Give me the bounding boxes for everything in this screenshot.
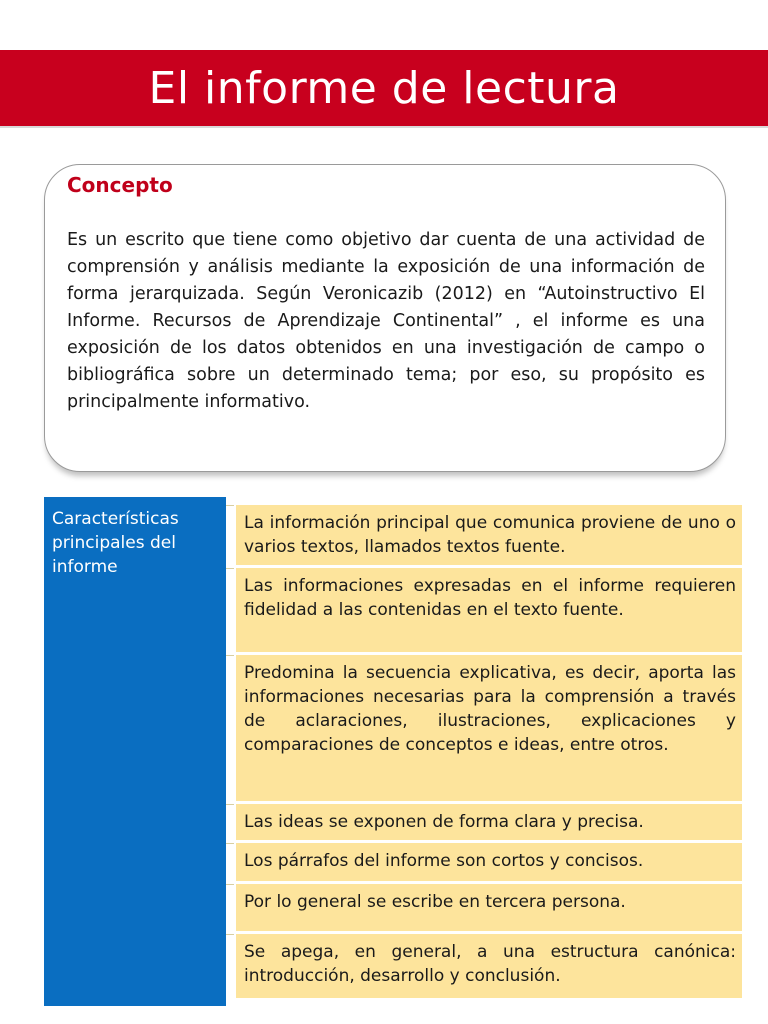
concept-heading: Concepto xyxy=(67,173,173,197)
characteristics-label-panel xyxy=(44,497,226,1006)
characteristic-item: Se apega, en general, a una estructura canónica: introducción, desarrollo y conclusión. xyxy=(234,934,742,998)
characteristic-item: Por lo general se escribe en tercera persona. xyxy=(234,884,742,931)
characteristic-item: Las ideas se exponen de forma clara y precisa. xyxy=(234,804,742,840)
characteristic-item: Predomina la secuencia explicativa, es decir, aporta las informaciones necesarias para la comprensión a través de aclaraciones, ilustraciones, explicaciones y comparaciones de conceptos e ideas, entre otros. xyxy=(234,655,742,801)
characteristic-item: Los párrafos del informe son cortos y concisos. xyxy=(234,843,742,881)
concept-body: Es un escrito que tiene como objetivo dar cuenta de una actividad de comprensión y análisis mediante la exposición de una información de forma jerarquizada. Según Veronicazib (2012) en “Autoinstructivo El Informe. Recursos de Aprendizaje Continental” , el informe es una exposición de los datos obtenidos en una investigación de campo o bibliográfica sobre un determinado tema; por eso, su propósito es principalmente informativo. xyxy=(67,230,705,412)
concept-box xyxy=(44,164,726,472)
page-title: El informe de lectura xyxy=(148,62,620,114)
characteristic-item: La información principal que comunica proviene de uno o varios textos, llamados textos fuente. xyxy=(234,505,742,565)
title-bar xyxy=(0,50,768,128)
characteristic-item: Las informaciones expresadas en el informe requieren fidelidad a las contenidas en el texto fuente. xyxy=(234,568,742,652)
characteristics-label: Características principales del informe xyxy=(52,509,179,577)
